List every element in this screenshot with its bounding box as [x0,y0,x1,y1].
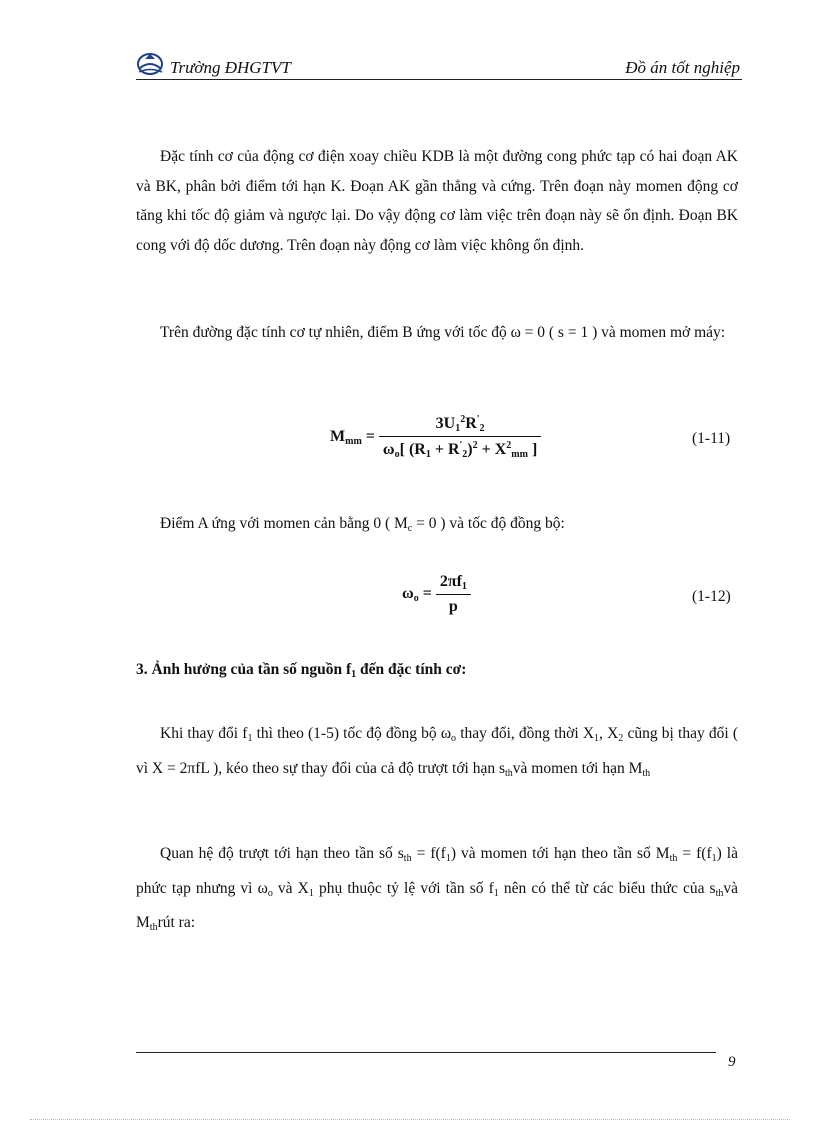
p5-s2: 1 [445,853,451,864]
p4-e: cũng bị thay đổi ( vì X = 2πfL ), kéo theo sự thay đổi của cả độ trượt tới hạn s [136,725,739,777]
page-number: 9 [728,1054,736,1070]
paragraph-1 [136,142,738,260]
p4-d: , X [599,725,619,742]
p4-s3: 1 [594,733,600,744]
p4-b: thì theo (1-5) tốc độ đồng bộ ω [252,725,452,742]
p5-h: nên có thể từ các biểu thức của s [498,879,716,897]
footer-divider [136,1052,716,1053]
header-divider [136,79,742,80]
paragraph-1-text: Đặc tính cơ của động cơ điện xoay chiều KDB là một đường cong phức tạp có hai đoạn AK và BK, phân bởi điểm tới hạn K. Đoạn AK gần thẳng và cứng. Trên đoạn này momen động cơ tăng khi tốc độ giảm và ngược lại. Do vậy động cơ làm việc trên đoạn này sẽ ổn định. Đoạn BK cong với độ dốc dương. Trên đoạn này động cơ làm việc không ổn định. [136,148,738,254]
p5-e: ) là phức tạp nhưng vì ω [136,845,738,897]
project-title: Đồ án tốt nghiệp [625,58,740,77]
f1-den-rb: ] [527,441,538,458]
f1-num-sub2: 2 [479,423,485,434]
paragraph-4 [136,719,738,788]
f1-den-sub-o: o [394,449,400,460]
f1-num-a: 3U [435,415,456,432]
f2-num: 2πf [439,573,462,590]
p5-d: = f(f [677,845,712,862]
f2-num-sub: 1 [461,581,467,592]
formula-1-fraction [379,414,541,460]
f1-num-sub1: 1 [455,423,461,434]
p3-sub: c [407,523,413,534]
f1-num-b: R [465,415,477,432]
page-header [136,46,742,80]
paragraph-5 [136,839,738,943]
f1-den-sub1: 1 [425,449,431,460]
formula-1-eq: = [361,427,375,445]
paragraph-2 [136,318,738,348]
heading-a: 3. Ảnh hưởng của tần số nguồn f [136,661,352,678]
f1-den-sup-sq2: 2 [506,440,512,451]
formula-1-lhs: M [330,427,346,445]
p5-b: = f(f [411,845,446,862]
f1-num-sup2: ' [476,414,480,425]
formula-1-12 [402,573,471,616]
paragraph-3 [136,509,738,544]
f1-num-sup1: 2 [460,414,466,425]
f1-den-sup-p: ' [459,440,463,451]
p4-s5: th [505,767,513,779]
p5-g: phụ thuộc tỷ lệ với tần số f [313,879,494,897]
f1-den-plus2: + X [477,441,507,458]
p3-b: = 0 ) và tốc độ đồng bộ: [412,515,565,532]
p4-s4: 2 [618,733,624,744]
p4-f: và momen tới hạn M [512,759,643,777]
p5-s9: th [149,922,158,934]
formula-2-numerator [436,573,471,594]
equation-number-1-12: (1-12) [692,588,731,605]
formula-1-numerator [379,414,541,436]
p4-s2: o [451,733,457,744]
f1-den-lb: [ (R [399,441,426,458]
p5-s6: 1 [308,887,314,899]
f1-den-sub2: 2 [462,449,468,460]
p4-a: Khi thay đổi f [160,725,248,742]
p3-a: Điểm A ứng với momen cản bằng 0 ( M [160,515,408,532]
f1-den-sup-sq: 2 [472,440,478,451]
section-heading [136,661,466,680]
f1-den-sub-mm: mm [511,449,528,460]
formula-2-fraction [436,573,471,616]
formula-2-eq: = [418,585,432,602]
p4-s1: 1 [247,733,253,744]
p4-s6: th [642,767,651,779]
f1-den-omega: ω [382,441,395,458]
formula-1-denominator [379,436,541,460]
p5-a: Quan hệ độ trượt tới hạn theo tần số s [160,845,404,862]
formula-2-lhs-sub: o [413,593,419,604]
p5-s5: o [267,887,273,899]
school-logo-icon [136,50,164,76]
p5-i: và M [136,879,739,932]
p5-c: ) và momen tới hạn theo tần số M [450,845,670,862]
paragraph-2-text: Trên đường đặc tính cơ tự nhiên, điểm B ứng với tốc độ ω = 0 ( s = 1 ) và momen mở máy: [160,324,726,341]
formula-2-denominator: p [436,594,471,616]
page-edge-dots [30,1119,790,1120]
formula-1-11 [330,414,541,460]
p5-f: và X [272,879,309,897]
p5-s7: 1 [493,887,499,899]
p4-c: thay đổi, đồng thời X [456,725,595,742]
f1-den-rp: ) [467,441,473,458]
p5-s1: th [403,853,412,864]
formula-1-lhs-sub: mm [345,435,362,447]
p5-j: rút ra: [157,914,196,932]
f1-den-plus: + R [430,441,460,458]
equation-number-1-11: (1-11) [692,430,731,447]
p5-s8: th [715,887,724,899]
heading-b: đến đặc tính cơ: [356,661,467,678]
p5-s4: 1 [711,853,717,864]
school-name: Trường ĐHGTVT [170,58,291,77]
heading-sub: 1 [351,669,357,680]
p5-s3: th [669,853,678,864]
formula-2-lhs: ω [402,585,414,602]
